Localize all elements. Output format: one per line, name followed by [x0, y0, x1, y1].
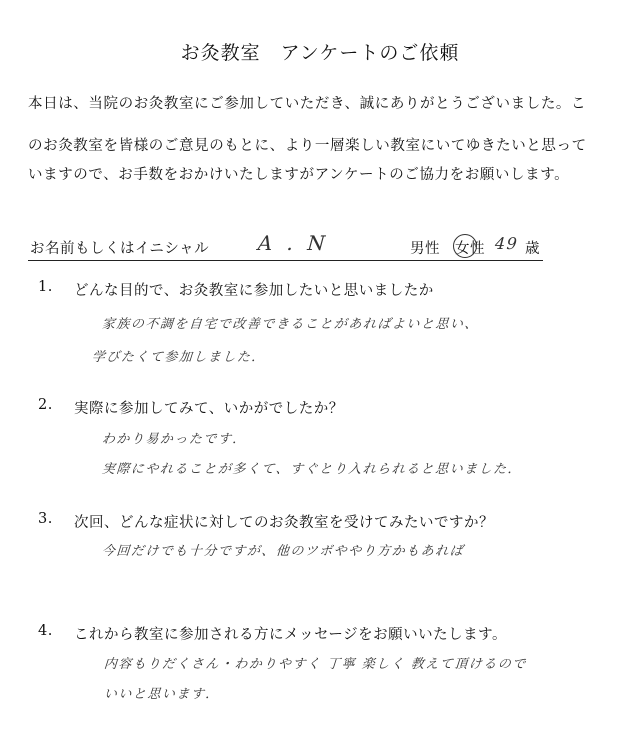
name-underline	[28, 260, 543, 261]
age-value[interactable]: 49	[494, 234, 520, 253]
question-text: 実際に参加してみて、いかがでしたか？	[74, 401, 344, 417]
age-unit: 歳	[525, 241, 540, 257]
answer-line[interactable]: 学びたくて参加しました.	[91, 350, 258, 365]
answer-line[interactable]: わかり易かったです.	[101, 432, 239, 447]
question-number: 2.	[38, 397, 53, 413]
answer-line[interactable]: 内容もりだくさん・わかりやすく 丁寧 楽しく 教えて頂けるので	[103, 657, 528, 672]
intro-line-3: いますので、お手数をおかけいたしますがアンケートのご協力をお願いします。	[28, 167, 570, 183]
answer-line[interactable]: 家族の不調を自宅で改善できることがあればよいと思い、	[101, 317, 480, 332]
answer-line[interactable]: 今回だけでも十分ですが、他のツボややり方かもあれば	[101, 544, 465, 559]
selected-gender-circle	[453, 234, 477, 258]
question-number: 4.	[38, 623, 53, 639]
question-text: どんな目的で、お灸教室に参加したいと思いましたか	[74, 283, 434, 299]
name-value[interactable]: A . N	[257, 231, 330, 255]
gender-male[interactable]: 男性	[410, 241, 440, 257]
question-text: これから教室に参加される方にメッセージをお願いいたします。	[74, 627, 507, 643]
question-number: 1.	[38, 279, 53, 295]
intro-line-2: のお灸教室を皆様のご意見のもとに、より一層楽しい教室にいてゆきたいと思って	[28, 138, 587, 154]
document-title: お灸教室 アンケートのご依頼	[180, 42, 460, 64]
question-text: 次回、どんな症状に対してのお灸教室を受けてみたいですか？	[74, 515, 494, 531]
gender-female[interactable]: 女性	[455, 241, 485, 257]
intro-line-1: 本日は、当院のお灸教室にご参加していただき、誠にありがとうございました。こ	[28, 96, 587, 112]
name-label: お名前もしくはイニシャル	[30, 241, 210, 257]
answer-line[interactable]: 実際にやれることが多くて、すぐとり入れられると思いました.	[101, 462, 514, 477]
question-number: 3.	[38, 511, 53, 527]
answer-line[interactable]: いいと思います.	[103, 687, 212, 702]
